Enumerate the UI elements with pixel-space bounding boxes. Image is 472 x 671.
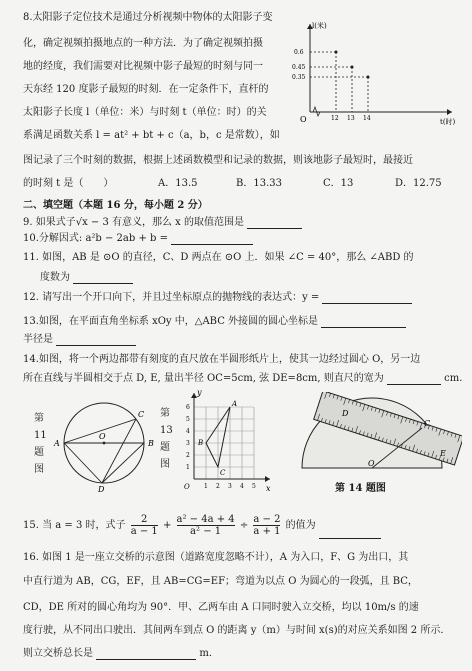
q8-point-1 — [335, 51, 338, 54]
fig13-ytick-1: 1 — [186, 464, 190, 471]
q9-text: 9. 如果式子√x − 3 有意义，那么 x 的取值范围是 — [23, 217, 245, 228]
fig13-xtick-3: 3 — [228, 483, 232, 490]
fig11-caption: 第 11 题 图 — [34, 413, 47, 475]
q15-divide: ÷ — [239, 520, 249, 531]
fig13-ytick-3: 3 — [186, 440, 190, 447]
fig13-x-arrow-icon — [265, 476, 270, 482]
q8-line-3: 地的经度，我们需要对比视频中影子最短的时刻与同一 — [23, 61, 263, 72]
q8-xtick-3: 14 — [363, 115, 371, 122]
fig14-label-c: C — [424, 419, 431, 428]
q11-answer-blank[interactable] — [73, 273, 133, 284]
fig13-label-a: A — [232, 400, 238, 408]
fig13-ytick-5: 5 — [186, 416, 190, 423]
q15-fraction-3: $\frac{a - 2}{a + 1}$ — [253, 514, 281, 537]
q8-point-2 — [351, 66, 354, 69]
q8-ylabel: l(米) — [312, 22, 327, 30]
fig13-xtick-1: 1 — [204, 483, 208, 490]
fig14-label-o: O — [368, 459, 375, 468]
q8-option-a: A．13.5 — [158, 178, 198, 189]
q8-xtick-1: 12 — [331, 115, 339, 122]
q11-line-2 — [40, 272, 133, 284]
fig13-xtick-2: 2 — [216, 483, 220, 490]
q11-text-2: 度数为 — [40, 272, 70, 283]
q10-text: 10.分解因式: a²b − 2ab + b = — [23, 233, 168, 244]
q8-line-5: 太阳影子长度 l（单位：米）与时刻 t（单位：时）的关 — [23, 107, 267, 118]
q8-xlabel: t(时) — [440, 118, 456, 126]
q8-line-1: 8.太阳影子定位技术是通过分析视频中物体的太阳影子变 — [23, 12, 273, 23]
q15-prefix: 15. 当 a = 3 时，式子 — [23, 520, 126, 531]
q15-answer-blank[interactable] — [319, 528, 381, 539]
q15-fraction-1: $\frac{2}{a - 1}$ — [130, 514, 158, 537]
fig13-origin: O — [184, 483, 190, 491]
q13-text: 13.如图，在平面直角坐标系 xOy 中，△ABC 外接圆的圆心坐标是 — [23, 316, 319, 327]
q10-item — [23, 233, 253, 245]
fig11-label-c: C — [138, 410, 145, 419]
fig14-label-d: D — [342, 409, 349, 418]
q12-answer-blank[interactable] — [322, 293, 412, 304]
q13-line-1 — [23, 316, 406, 328]
q8-origin: O — [300, 115, 307, 124]
q8-graph — [290, 14, 460, 126]
q8-line-6: 系满足函数关系 l = at² + bt + c（a，b，c 是常数），如 — [23, 130, 280, 141]
fig11-label-o: O — [99, 432, 106, 441]
fig13-grid-diagram — [178, 385, 278, 497]
fig13-ytick-2: 2 — [186, 452, 190, 459]
q16-line-3: CD，DE 所对的圆心角均为 90°．甲、乙两车由 A 口同时驶入立交桥，均以 10m/s 的速 — [23, 602, 419, 613]
q15-fraction-2: $\frac{\text{a² − 4a + 4}}{\text{a² − 1}}$ — [176, 514, 235, 537]
fig11-label-a: A — [54, 439, 60, 448]
q8-option-d: D．12.75 — [395, 178, 442, 189]
q16-line-1: 16. 如图 1 是一座立交桥的示意图（道路宽度忽略不计），A 为入口，F、G 为出口，其 — [23, 552, 409, 563]
fig11-circle-diagram — [52, 397, 162, 493]
q12-text: 12. 请写出一个开口向下，并且过坐标原点的抛物线的表达式：y = — [23, 292, 320, 303]
q8-line-7: 图记录了三个时刻的数据，根据上述函数模型和记录的数据，则该地影子最短时，最接近 — [23, 155, 413, 166]
q14-unit: cm. — [444, 373, 463, 384]
fig14-caption: 第 14 题图 — [335, 483, 386, 494]
fig14-label-e: E — [440, 449, 446, 458]
q16-text-5: 则立交桥总长是 — [23, 648, 93, 659]
fig13-label-b: B — [198, 439, 204, 447]
section-2-heading: 二、填空题（本题 16 分，每小题 2 分） — [23, 200, 208, 211]
q8-point-3 — [367, 76, 370, 79]
q14-line-1: 14.如图，将一个两边都带有刻度的直尺放在半圆形纸片上，使其一边经过圆心 O，另一边 — [23, 354, 421, 365]
q16-line-5 — [23, 648, 219, 660]
fig13-ytick-4: 4 — [186, 428, 190, 435]
q14-text-2: 所在直线与半圆相交于点 D, E, 量出半径 OC=5cm, 弦 DE=8cm, 则直尺的宽为 — [23, 373, 384, 384]
fig13-label-c: C — [220, 469, 226, 477]
fig13-caption: 第 13 题 图 — [160, 408, 173, 470]
fig13-xlabel: x — [266, 484, 271, 493]
q14-answer-blank[interactable] — [387, 374, 441, 385]
q8-ytick-2: 0.45 — [292, 64, 306, 71]
q12-item — [23, 292, 412, 304]
fig13-xtick-5: 5 — [252, 483, 256, 490]
q14-line-2 — [23, 373, 462, 385]
q16-unit: m． — [199, 648, 219, 659]
q8-option-c: C．13 — [323, 178, 354, 189]
q10-answer-blank[interactable] — [171, 234, 253, 245]
q9-answer-blank[interactable] — [247, 218, 302, 229]
q15-suffix: 的值为 — [285, 520, 316, 531]
q16-line-4: 度行驶，从不同出口驶出．其间两车到点 O 的距离 y（m）与时间 x(s)的对应关系如图 2 所示． — [23, 625, 451, 636]
q11-line-1: 11. 如图，AB 是 ⊙O 的直径，C、D 两点在 ⊙O 上．如果 ∠C = 40°，那么 ∠ABD 的 — [23, 252, 414, 263]
q15-plus: + — [162, 520, 172, 531]
q9-item — [23, 217, 302, 229]
q8-option-b: B．13.33 — [236, 178, 282, 189]
fig14-ruler-diagram — [292, 392, 462, 474]
q8-ytick-3: 0.35 — [292, 74, 306, 81]
q8-line-4: 天东经 120 度影子最短的时刻．在一定条件下，直杆的 — [23, 84, 269, 95]
q15-item — [23, 513, 381, 541]
fig13-ytick-6: 6 — [186, 404, 190, 411]
fig11-label-d: D — [98, 485, 105, 493]
q16-answer-blank[interactable] — [96, 649, 196, 660]
q13-line-2 — [23, 334, 136, 346]
fig13-ylabel: y — [197, 388, 202, 397]
q13-radius-blank[interactable] — [56, 335, 136, 346]
q8-ytick-1: 0.6 — [294, 49, 304, 56]
fig13-xtick-4: 4 — [240, 483, 244, 490]
q13-center-blank[interactable] — [321, 317, 406, 328]
q8-xtick-2: 13 — [347, 115, 355, 122]
q8-x-arrow-icon — [447, 109, 452, 115]
q8-line-2: 化，确定视频拍摄地点的一种方法．为了确定视频拍摄 — [23, 38, 263, 49]
q16-line-2: 中直行道为 AB，CG，EF，且 AB=CG=EF；弯道为以点 O 为圆心的一段弧，且 BC， — [23, 576, 418, 587]
fig11-label-b: B — [148, 439, 154, 448]
q13-text-2: 半径是 — [23, 334, 53, 345]
q8-line-8: 的时刻 t 是（ ） — [23, 178, 114, 189]
